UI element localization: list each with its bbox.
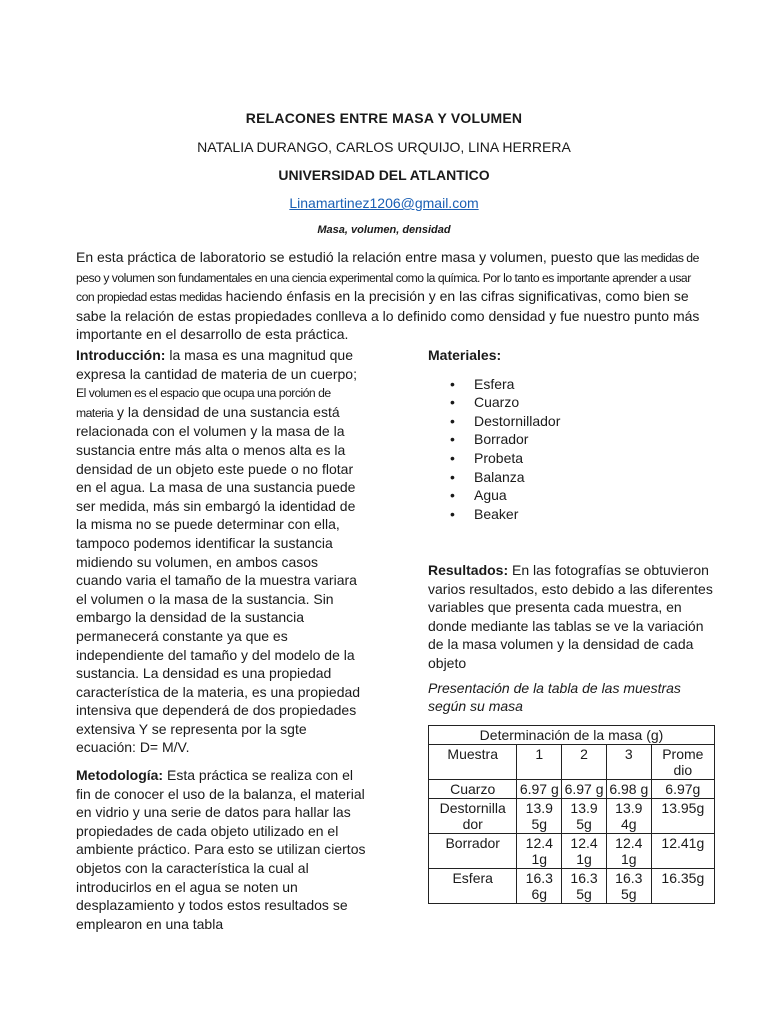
results-heading: Resultados: [428, 562, 509, 578]
introduction-text-3: y la densidad de una sustancia está relacionada con el volumen y la masa de la sustancia entre más alta o menos alta es la densidad de un objeto este puede o no flotar en el agua. La masa de una sustancia puede ser medida, más sin embargó la identidad de la misma no se puede determinar con ella, tampoco podemos identificar la sustancia midiendo su volumen, en ambos casos cuando varia el tamaño de la muestra variara el volumen o la masa de la sustancia. Sin embargo la densidad de la sustancia permanecerá constante ya que es independiente del tamaño y del modelo de la sustancia. La densidad es una propiedad característica de la materia, es una propiedad intensiva que dependerá de dos propiedades extensiva Y se representa por la sgte ecuación: D= M/V. [76, 403, 361, 756]
introduction-text-1: la masa es una magnitud que expresa la cantidad de materia de un cuerpo; [76, 347, 357, 382]
mass-table [428, 725, 715, 904]
methodology-section [76, 766, 366, 933]
results-text: En las fotografías se obtuvieron varios resultados, esto debido a las diferentes variables que presenta cada muestra, en donde mediante las tablas se ve la variación de la masa volumen y la densidad de cada objeto [428, 562, 713, 671]
abstract [76, 248, 708, 344]
table-cell: Borrador [429, 834, 517, 869]
table-cell: 12.4 1g [517, 834, 562, 869]
materials-item: • Borrador [474, 430, 718, 449]
table-cell: 12.41g [651, 834, 714, 869]
table-cell: 13.9 5g [562, 799, 607, 834]
materials-heading: Materiales: [428, 347, 502, 363]
table-cell: 6.97 g [562, 780, 607, 799]
authors-line: NATALIA DURANGO, CARLOS URQUIJO, LINA HERRERA [197, 139, 571, 155]
materials-item: • Probeta [474, 449, 718, 468]
header-cell: Muestra [429, 745, 517, 780]
table-row [429, 799, 715, 834]
header-cell: 3 [606, 745, 651, 780]
table-cell: 13.9 4g [606, 799, 651, 834]
table-cell: 6.97 g [517, 780, 562, 799]
abstract-text-3: haciendo énfasis en la precisión y en las cifras significativas, como bien se sabe la relación de estas propiedades conlleva a lo definido como densidad y fue nuestro punto más importante en el desarrollo de esta práctica. [76, 288, 700, 342]
header-cell: 1 [517, 745, 562, 780]
university-name: UNIVERSIDAD DEL ATLANTICO [278, 167, 490, 183]
table-cell: Cuarzo [429, 780, 517, 799]
materials-list [428, 375, 718, 524]
table-cell: Destornilla dor [429, 799, 517, 834]
table-cell: 12.4 1g [606, 834, 651, 869]
table-row [429, 834, 715, 869]
keywords: Masa, volumen, densidad [317, 224, 451, 236]
table-caption: Presentación de la tabla de las muestras según su masa [428, 680, 681, 714]
table-title: Determinación de la masa (g) [429, 726, 715, 745]
table-header-row [429, 745, 715, 780]
abstract-text-2: las medidas de peso y volumen son fundamentales en una ciencia experimental como la química. Por lo tanto es importante aprender a usar con propiedad estas medidas [76, 251, 699, 304]
table-cell: 6.98 g [606, 780, 651, 799]
methodology-heading: Metodología: [76, 767, 164, 784]
document-title: RELACONES ENTRE MASA Y VOLUMEN [245, 110, 523, 126]
header-cell: Prome dio [651, 745, 714, 780]
table-cell: 6.97g [651, 780, 714, 799]
email-link[interactable]: Linamartinez1206@gmail.com [289, 195, 479, 211]
introduction-text-2: El volumen es el espacio que ocupa una porción de materia [76, 386, 331, 420]
table-title-row [429, 726, 715, 745]
header-cell: 2 [562, 745, 607, 780]
introduction-section [76, 346, 366, 757]
table-cell: 13.95g [651, 799, 714, 834]
materials-item: • Agua [474, 486, 718, 505]
results-section [428, 561, 718, 673]
table-cell: 16.3 5g [562, 869, 607, 904]
abstract-text-1: En esta práctica de laboratorio se estudió la relación entre masa y volumen, puesto que [76, 249, 624, 265]
materials-item: • Beaker [474, 505, 718, 524]
table-cell: 16.35g [651, 869, 714, 904]
materials-section [428, 346, 718, 523]
materials-item: • Destornillador [474, 412, 718, 431]
table-row [429, 780, 715, 799]
methodology-text: Esta práctica se realiza con el fin de conocer el uso de la balanza, el material en vidrio y una serie de datos para hallar las propiedades de cada objeto utilizado en el ambiente práctico. Para esto se utilizan ciertos objetos con la característica la cual al introducirlos en el agua se noten un desplazamiento y todos estos resultados se emplearon en una tabla [76, 767, 366, 932]
table-cell: 16.3 6g [517, 869, 562, 904]
table-cell: Esfera [429, 869, 517, 904]
left-column [76, 346, 366, 942]
materials-item: • Balanza [474, 468, 718, 487]
table-cell: 13.9 5g [517, 799, 562, 834]
introduction-heading: Introducción: [76, 347, 166, 363]
table-cell: 12.4 1g [562, 834, 607, 869]
materials-item: • Cuarzo [474, 393, 718, 412]
table-row [429, 869, 715, 904]
materials-item: • Esfera [474, 375, 718, 394]
table-cell: 16.3 5g [606, 869, 651, 904]
